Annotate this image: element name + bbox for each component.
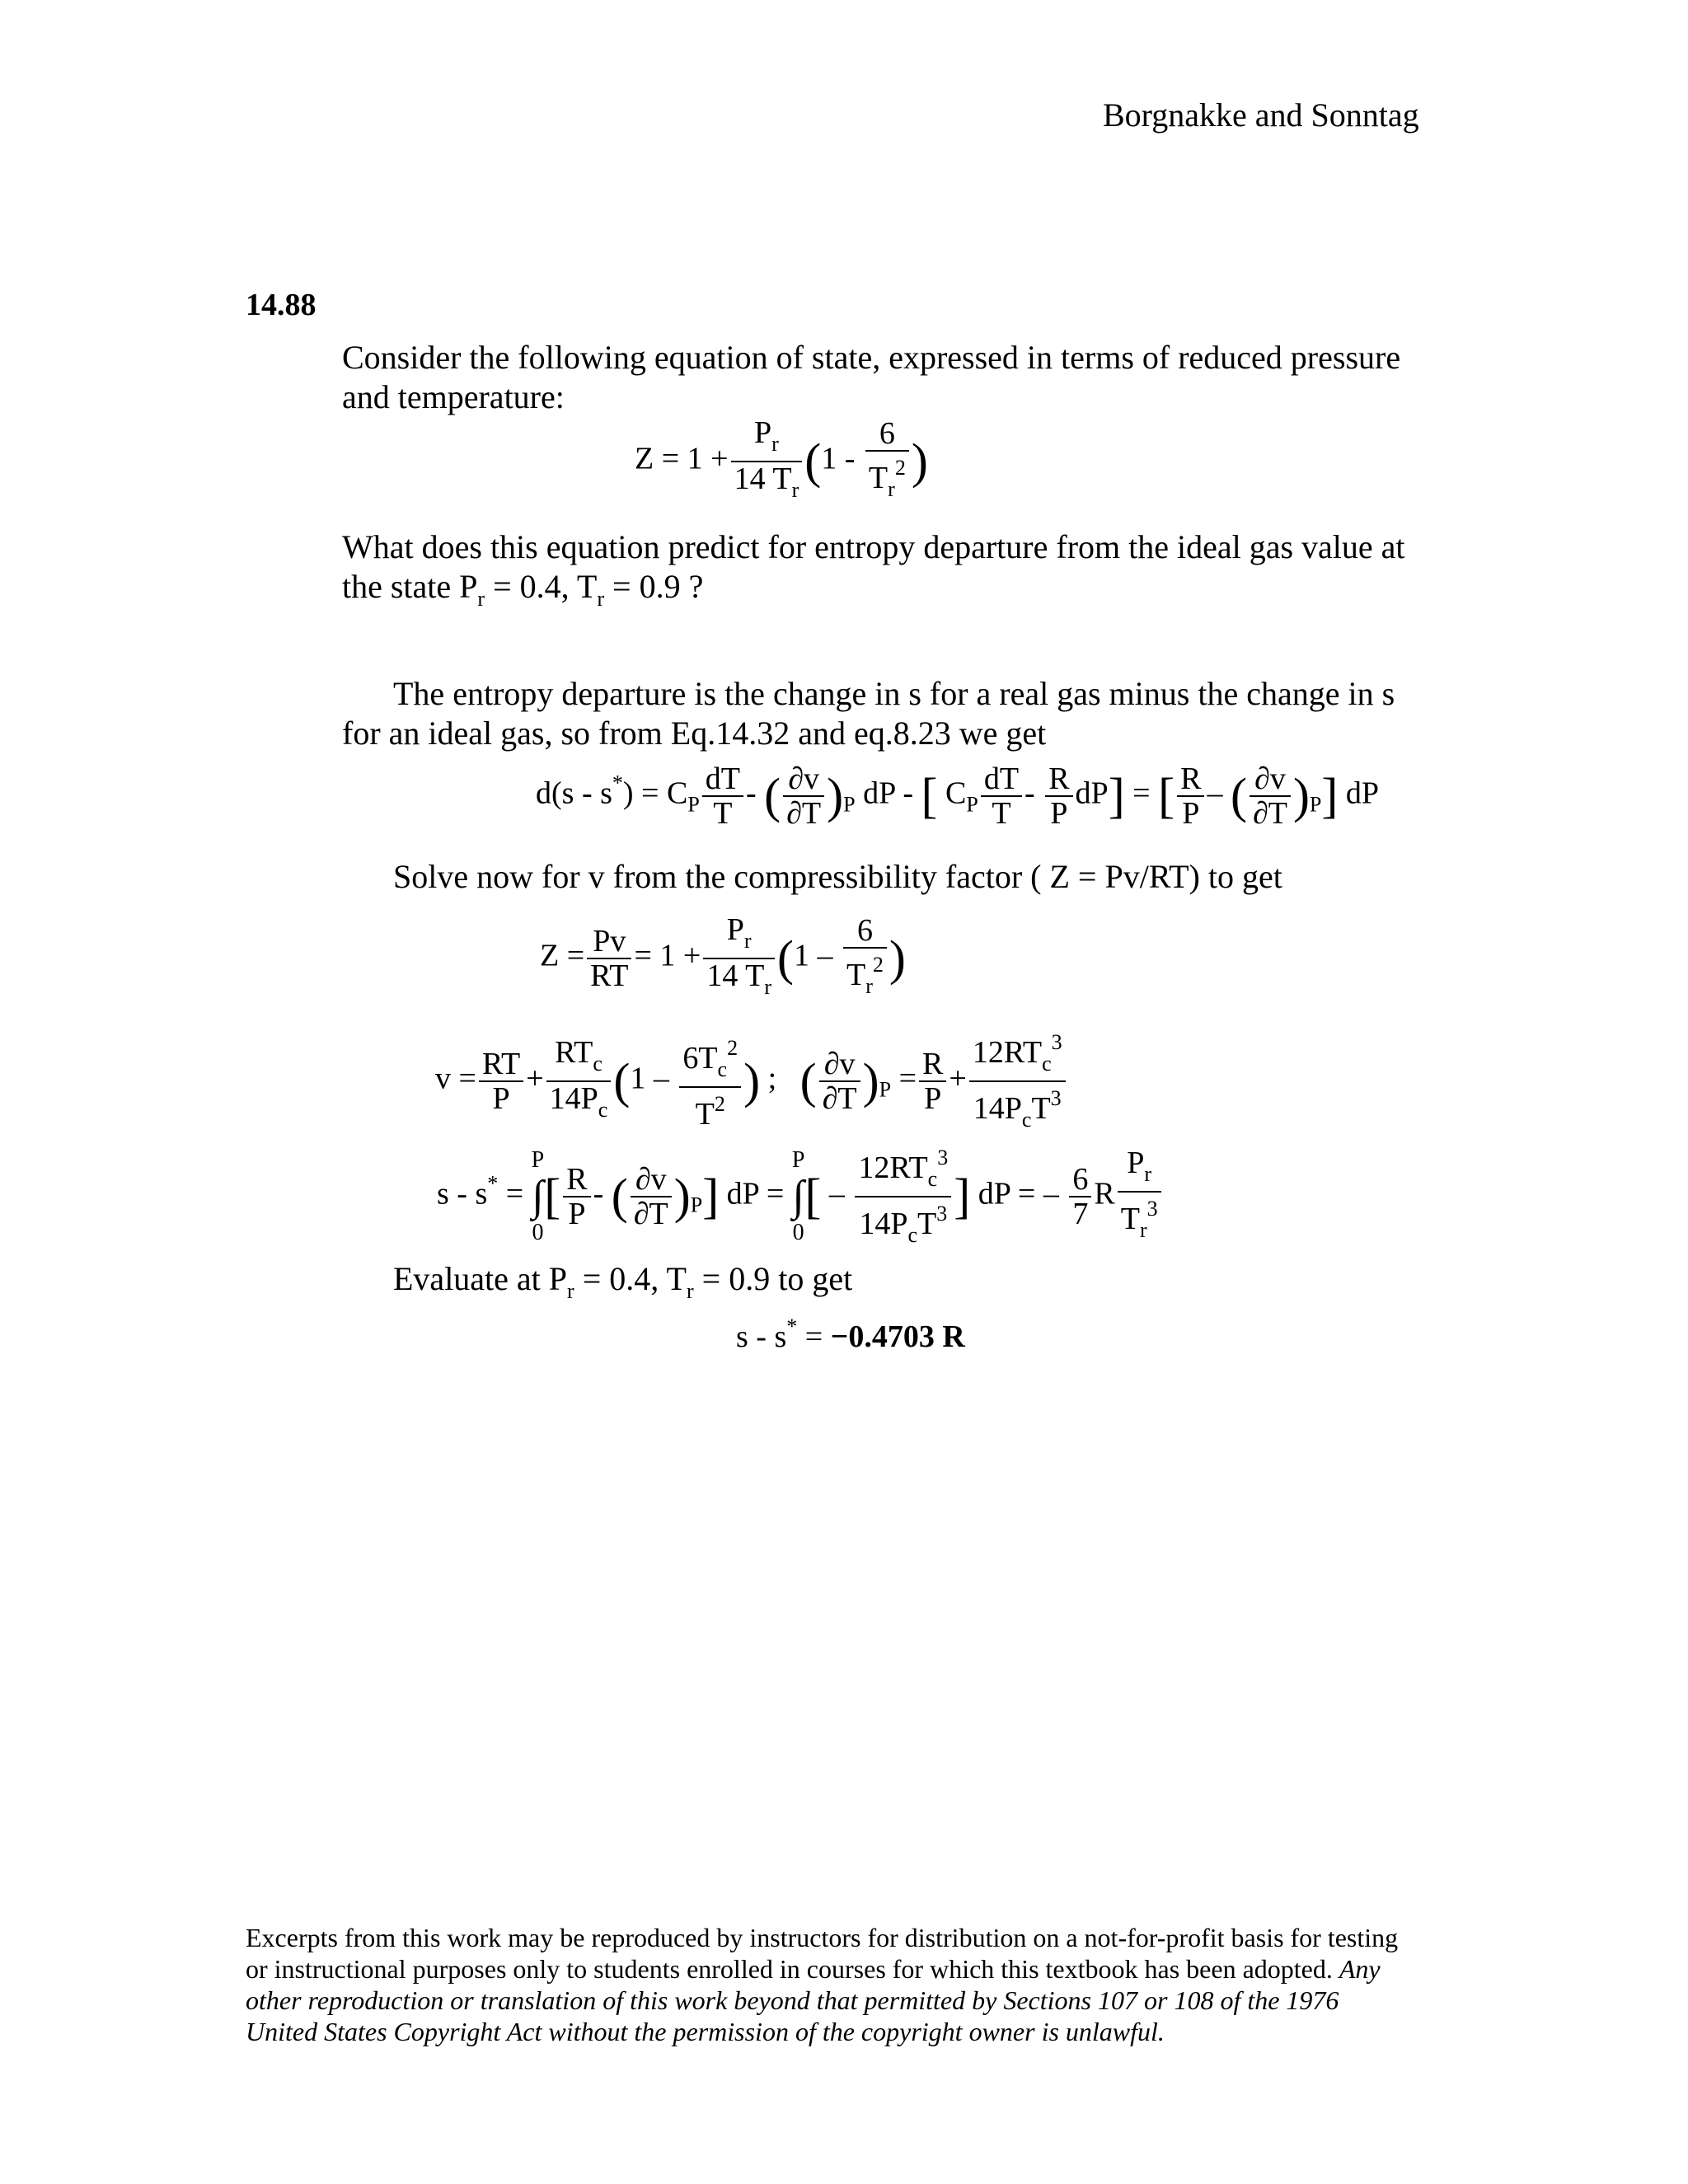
header-authors: Borgnakke and Sonntag (1103, 96, 1419, 134)
equation-state: Z = 1 + $\frac{P_r}{14 T_r}$ (1 - $\frac{6}{T_r^2}$ ) (635, 415, 928, 502)
equation-ds: $d(s - s^*) = C_P$ $\frac{dT}{T}$ - ( $\frac{\partial v}{\partial T}$ )$_P$ dP - [ $C_P$ $\frac{dT}{T}$ - $\frac{R}{P}$ dP] = [ $\frac{R}{P}$ – ( $\frac{\partial v}{\partial T}$ )$_P$] dP (536, 762, 1380, 831)
equation-entropy-departure: s - s* = P ∫ 0 [ $\frac{R}{P}$ - ( $\frac{\partial v}{\partial T}$ )$_P$] dP = P ∫ 0 [ – $\frac{12RT_c^3}{14P_cT^3}$ ] dP = – $\frac{6}{7}$ R $\frac{P_r}{T_r^3}$ (437, 1141, 1164, 1252)
solution-solve-v: Solve now for v from the compressibility factor ( Z = Pv/RT) to get (393, 858, 1282, 895)
result-value: −0.4703 R (830, 1319, 965, 1354)
problem-number: 14.88 (246, 288, 316, 322)
problem-statement: Consider the following equation of state, expressed in terms of reduced pressure and temperature: (342, 339, 1401, 415)
result-equation: s - s* = −0.4703 R (736, 1315, 965, 1354)
copyright-footer: Excerpts from this work may be reproduced by instructors for distribution on a not-for-profit basis for testing or instructional purposes only to students enrolled in courses for which this textbook has been adopted. Any other reproduction or translation of this work beyond that permitted by Sections 107 or 108 of the 1976 United States Copyright Act without the permission of the copyright owner is unlawful. (246, 1923, 1399, 2046)
solution-evaluate: Evaluate at $P_r = 0.4$, $T_r = 0.9$ to get (393, 1260, 853, 1303)
equation-v: v = $\frac{RT}{P}$ + $\frac{RT_c}{14P_c}$ (1 – $\frac{6T_c^2}{T^2}$ ) ; ( $\frac{\partial v}{\partial T}$ )$_P$ = $\frac{R}{P}$ + $\frac{12RT_c^3}{14P_cT^3}$ (435, 1026, 1068, 1137)
solution-intro: The entropy departure is the change in s for a real gas minus the change in s for an ideal gas, so from Eq.14.32 and eq.8.23 we get (342, 675, 1395, 752)
problem-question: What does this equation predict for entropy departure from the ideal gas value at the state $P_r = 0.4$, $T_r = 0.9$ ? (342, 528, 1405, 611)
equation-compressibility: Z = $\frac{Pv}{RT}$ = 1 + $\frac{P_r}{14 T_r}$ (1 – $\frac{6}{T_r^2}$ ) (540, 912, 906, 999)
